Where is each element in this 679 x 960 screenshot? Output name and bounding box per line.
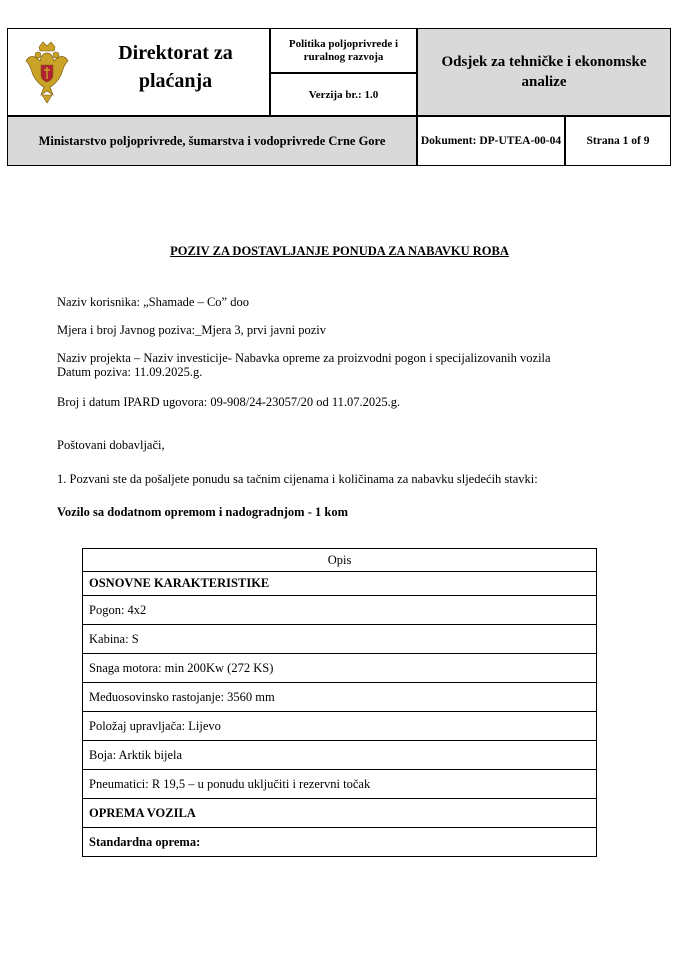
table-row: OSNOVNE KARAKTERISTIKE: [82, 572, 597, 596]
directorate-title: Direktorat za plaćanja: [118, 42, 233, 92]
table-header: Opis: [82, 548, 597, 572]
description-table: [82, 548, 597, 857]
page-number: Strana 1 of 9: [565, 116, 671, 166]
table-row: Snaga motora: min 200Kw (272 KS): [82, 654, 597, 683]
version-label: Verzija br.: 1.0: [270, 73, 417, 116]
department-label: Odsjek za tehničke i ekonomske analize: [417, 28, 671, 116]
table-row: Međuosovinsko rastojanje: 3560 mm: [82, 683, 597, 712]
greeting: Poštovani dobavljači,: [57, 438, 165, 452]
measure-line: Mjera i broj Javnog poziva:_Mjera 3, prvi javni poziv: [57, 323, 327, 337]
table-row: Položaj upravljača: Lijevo: [82, 712, 597, 741]
page-title: [0, 244, 679, 259]
logo-cell: [7, 28, 270, 116]
table-row: Boja: Arktik bijela: [82, 741, 597, 770]
ministry-label: Ministarstvo poljoprivrede, šumarstva i vodoprivrede Crne Gore: [7, 116, 417, 166]
table-row: Standardna oprema:: [82, 828, 597, 857]
document-header: [7, 28, 671, 166]
policy-label: Politika poljoprivrede i ruralnog razvoja: [270, 28, 417, 73]
contract-line: Broj i datum IPARD ugovora: 09-908/24-23057/20 od 11.07.2025.g.: [57, 395, 401, 409]
project-line: Naziv projekta – Naziv investicije- Nabavka opreme za proizvodni pogon i specijalizovanih vozila: [57, 351, 551, 365]
date-line: Datum poziva: 11.09.2025.g.: [57, 365, 203, 379]
table-row: Pogon: 4x2: [82, 596, 597, 625]
item-title: Vozilo sa dodatnom opremom i nadogradnjom - 1 kom: [57, 505, 348, 519]
table-row: OPREMA VOZILA: [82, 799, 597, 828]
page-title-text: POZIV ZA DOSTAVLJANJE PONUDA ZA NABAVKU ROBA: [170, 244, 509, 258]
table-row: Kabina: S: [82, 625, 597, 654]
invitation-line: 1. Pozvani ste da pošaljete ponudu sa tačnim cijenama i količinama za nabavku sljedećih stavki:: [57, 472, 538, 486]
table-row: Pneumatici: R 19,5 – u ponudu uključiti i rezervni točak: [82, 770, 597, 799]
document-id: Dokument: DP-UTEA-00-04: [417, 116, 565, 166]
coat-of-arms-icon: [25, 41, 69, 105]
beneficiary-line: Naziv korisnika: „Shamade – Co” doo: [57, 295, 249, 309]
